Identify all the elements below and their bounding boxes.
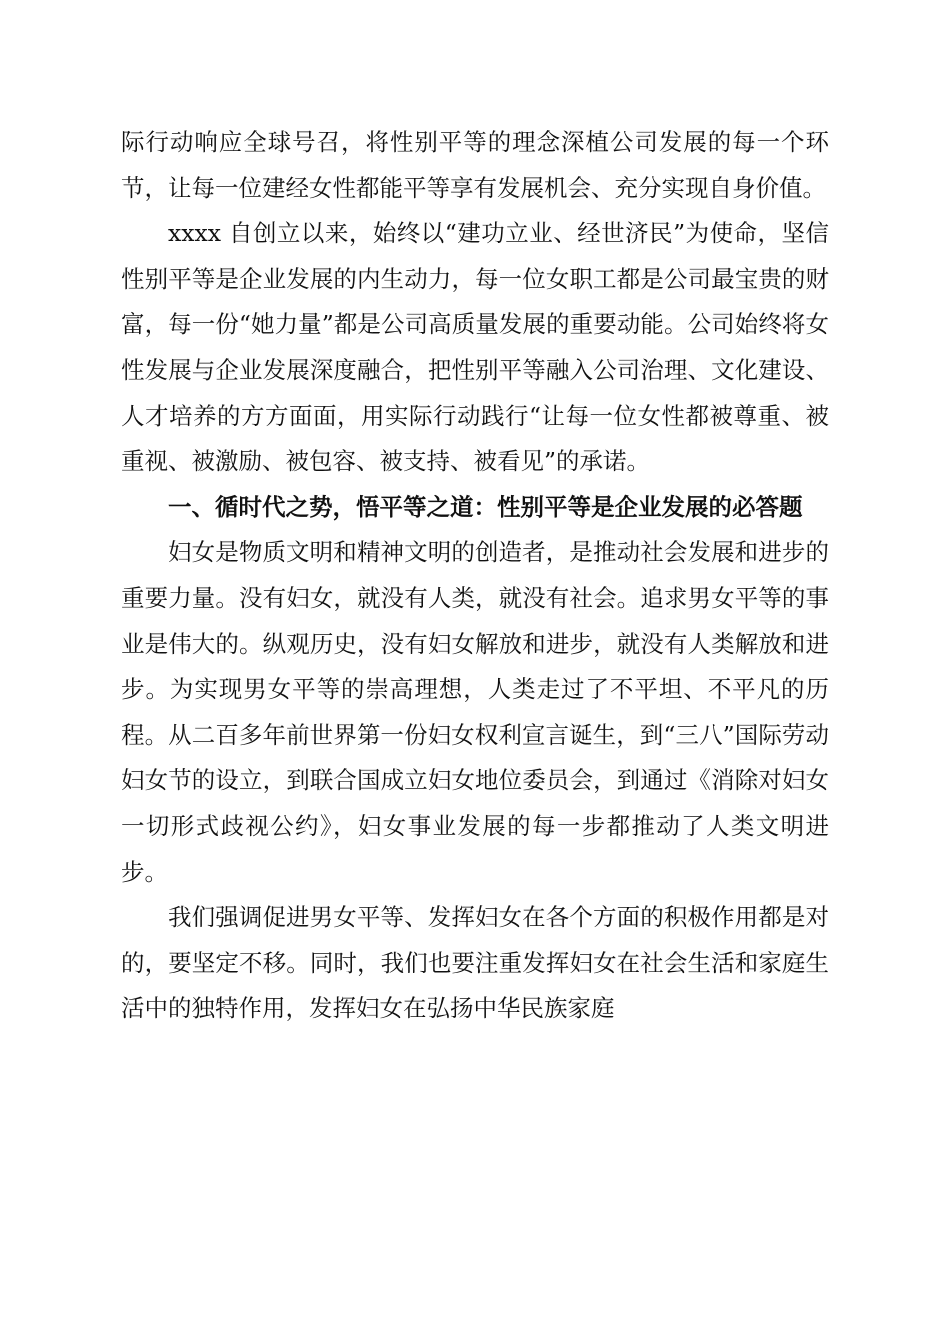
paragraph-mission: xxxx 自创立以来，始终以“建功立业、经世济民”为使命，坚信性别平等是企业发展的内生动力，每一位女职工都是公司最宝贵的财富，每一份“她力量”都是公司高质量发展的重要动能。公司始终将女性发展与企业发展深度融合，把性别平等融入公司治理、文化建设、人才培养的方方面面，用实际行动践行“让每一位女性都被尊重、被重视、被激励、被包容、被支持、被看见”的承诺。	[121, 219, 829, 476]
section-heading-1: 一、循时代之势，悟平等之道：性别平等是企业发展的必答题	[168, 492, 803, 521]
document-body	[121, 120, 829, 1032]
paragraph-women-history: 妇女是物质文明和精神文明的创造者，是推动社会发展和进步的重要力量。没有妇女，就没有人类，就没有社会。追求男女平等的事业是伟大的。纵观历史，没有妇女解放和进步，就没有人类解放和进步。为实现男女平等的崇高理想，人类走过了不平坦、不平凡的历程。从二百多年前世界第一份妇女权利宣言诞生，到“三八”国际劳动妇女节的设立，到联合国成立妇女地位委员会，到通过《消除对妇女一切形式歧视公约》，妇女事业发展的每一步都推动了人类文明进步。	[121, 538, 829, 886]
paragraph-equality-role: 我们强调促进男女平等、发挥妇女在各个方面的积极作用都是对的，要坚定不移。同时，我们也要注重发挥妇女在社会生活和家庭生活中的独特作用，发挥妇女在弘扬中华民族家庭	[121, 903, 829, 1023]
paragraph-continuation: 际行动响应全球号召，将性别平等的理念深植公司发展的每一个环节，让每一位建经女性都能平等享有发展机会、充分实现自身价值。	[121, 128, 829, 202]
